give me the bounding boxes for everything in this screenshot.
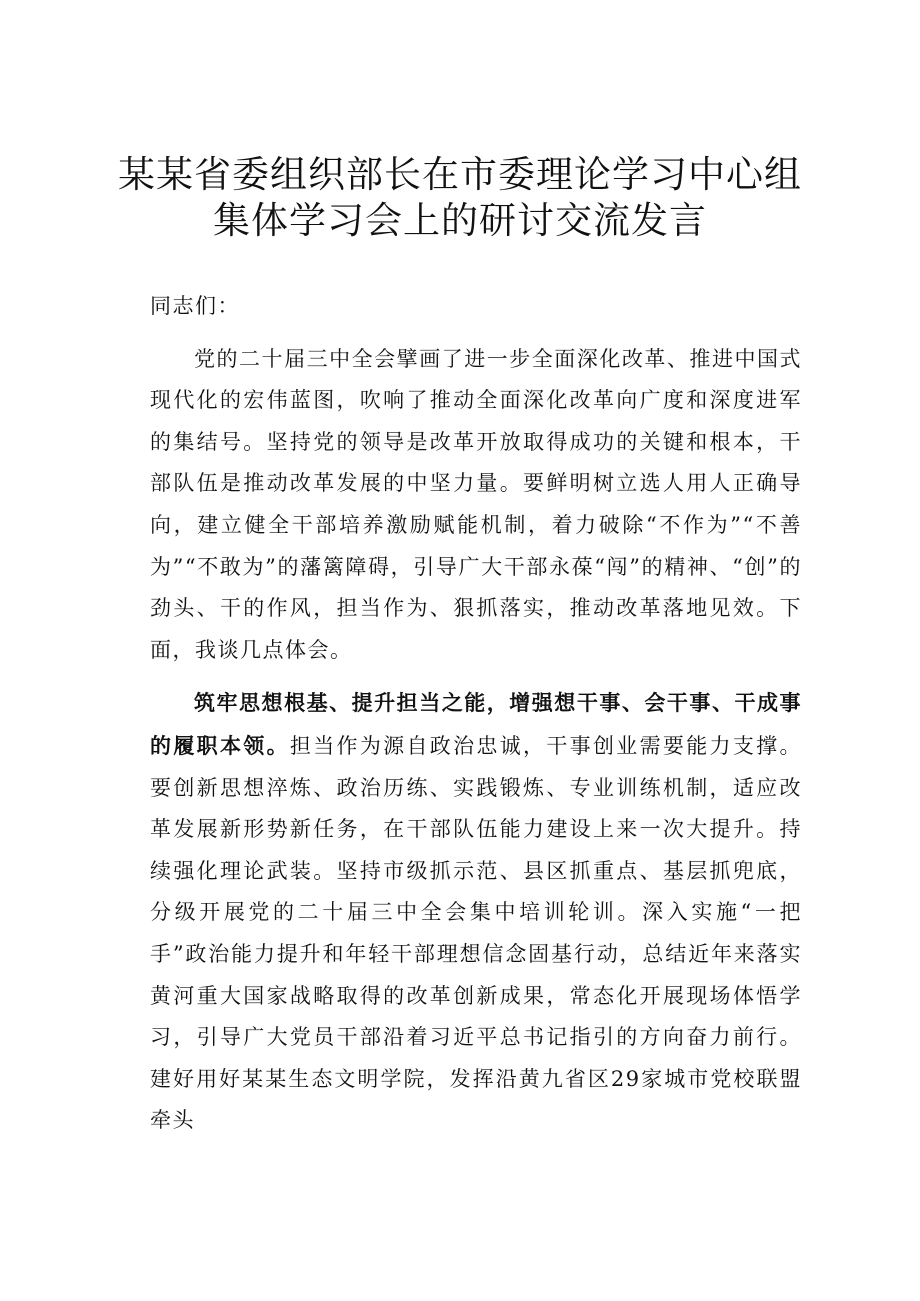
- salutation: 同志们：: [150, 294, 240, 318]
- paragraph-section-1: [150, 682, 802, 1142]
- document-body: [150, 286, 802, 1142]
- section-1-body: 担当作为源自政治忠诚，干事创业需要能力支撑。要创新思想淬炼、政治历练、实践锻炼、专业训练机制，适应改革发展新形势新任务，在干部队伍能力建设上来一次大提升。持续强化理论武装。坚持市级抓示范、县区抓重点、基层抓兜底，分级开展党的二十届三中全会集中培训轮训。深入实施“一把手”政治能力提升和年轻干部理想信念固基行动，总结近年来落实黄河重大国家战略取得的改革创新成果，常态化开展现场体悟学习，引导广大党员干部沿着习近平总书记指引的方向奋力前行。建好用好某某生态文明学院，发挥沿黄九省区29家城市党校联盟牵头: [150, 733, 802, 1133]
- title-line-1: 某某省委组织部长在市委理论学习中心组: [118, 153, 802, 196]
- section-1-heading: 筑牢思想根基、提升担当之能，增强想干事、会干事、干成事的履职本领。: [150, 690, 802, 758]
- paragraph-intro: 党的二十届三中全会擘画了进一步全面深化改革、推进中国式现代化的宏伟蓝图，吹响了推动全面深化改革向广度和深度进军的集结号。坚持党的领导是改革开放取得成功的关键和根本，干部队伍是推动改革发展的中坚力量。要鲜明树立选人用人正确导向，建立健全干部培养激励赋能机制，着力破除“不作为”“不善为”“不敢为”的藩篱障碍，引导广大干部永葆“闯”的精神、“创”的劲头、干的作风，担当作为、狠抓落实，推动改革落地见效。下面，我谈几点体会。: [150, 346, 802, 662]
- title-line-2: 集体学习会上的研讨交流发言: [213, 199, 707, 242]
- document-title: [0, 152, 920, 244]
